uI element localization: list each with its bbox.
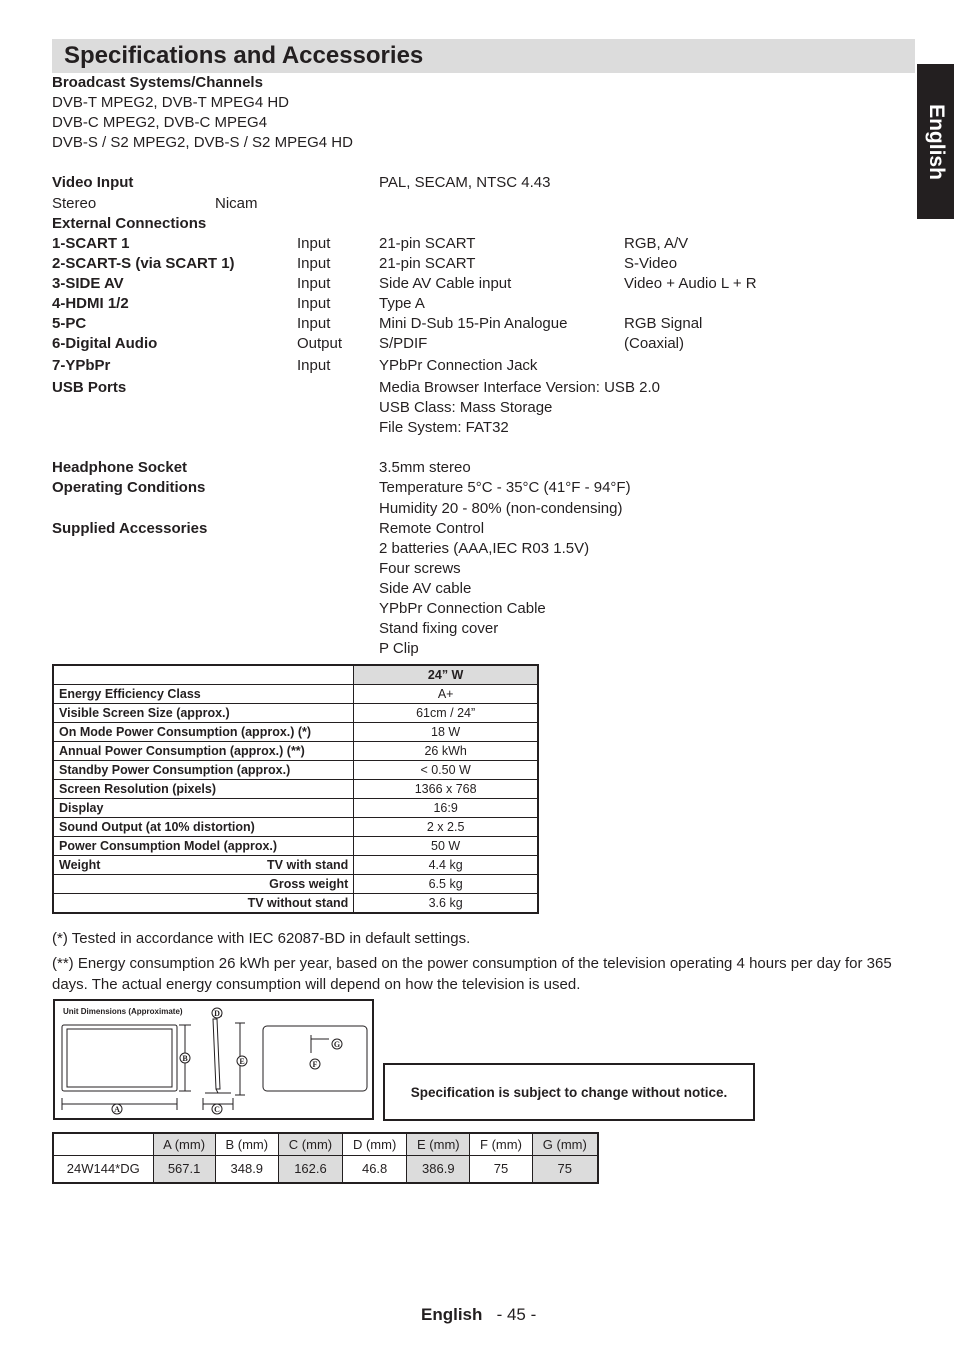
weight-gross-label: Gross weight [53,875,354,894]
dimension-letter-e: E [239,1057,245,1066]
connection-type: Type A [379,295,425,312]
table-row [53,837,538,856]
column-header: E (mm) [407,1133,470,1155]
spec-value: 61cm / 24” [354,704,538,723]
side-tab-label: English [924,103,948,180]
spec-change-notice: Specification is subject to change without notice. [383,1063,755,1121]
dimension-letter-b: B [182,1054,188,1063]
table-row [53,856,538,875]
language-side-tab [917,64,954,219]
spec-value: 6.5 kg [354,875,538,894]
audio-nicam: Nicam [215,195,258,212]
table-cell [53,665,354,685]
accessory-item: Side AV cable [379,580,472,597]
diagram-title: Unit Dimensions (Approximate) [63,1007,183,1016]
model-cell: 24W144*DG [53,1155,153,1183]
table-row [53,685,538,704]
usb-label: USB Ports [52,379,127,396]
weight-label: Weight [59,858,101,872]
table-row [53,780,538,799]
column-header: D (mm) [343,1133,407,1155]
footnote-1: (*) Tested in accordance with IEC 62087-BD in default settings. [52,930,471,947]
spec-label: Sound Output (at 10% distortion) [53,818,354,837]
model-header: 24” W [354,665,538,685]
connection-type: YPbPr Connection Jack [379,357,538,374]
page-title: Specifications and Accessories [64,42,424,69]
weight-tv-with-stand-label: TV with stand [267,858,349,872]
tv-front-screen [67,1029,172,1087]
table-row [53,761,538,780]
video-input-label: Video Input [52,174,134,191]
spec-label: Annual Power Consumption (approx.) (**) [53,742,354,761]
table-header-row [53,1133,598,1155]
connection-type: S/PDIF [379,335,428,352]
page-number: - 45 - [496,1305,537,1324]
headphone-value: 3.5mm stereo [379,459,471,476]
column-header: C (mm) [278,1133,342,1155]
connection-direction: Input [297,235,331,252]
accessory-item: Stand fixing cover [379,620,499,637]
connection-type: Side AV Cable input [379,275,512,292]
external-heading: External Connections [52,215,207,232]
table-row [53,704,538,723]
table-cell: 386.9 [407,1155,470,1183]
connection-type: 21-pin SCART [379,255,476,272]
spec-value: 2 x 2.5 [354,818,538,837]
table-cell: 46.8 [343,1155,407,1183]
dimension-letter-g: G [333,1040,341,1049]
spec-value: < 0.50 W [354,761,538,780]
footnote-2: (**) Energy consumption 26 kWh per year, based on the power consumption of the television operating 4 hours per day for 365 days. The actual energy consumption will depend on how the television is used. [52,955,892,993]
dimension-letter-f: F [312,1060,318,1069]
table-cell: 162.6 [278,1155,342,1183]
table-row [53,799,538,818]
spec-value: 1366 x 768 [354,780,538,799]
operating-line: Humidity 20 - 80% (non-condensing) [379,500,623,517]
usb-line: Media Browser Interface Version: USB 2.0 [379,379,660,396]
connection-direction: Input [297,275,331,292]
connection-name: 2-SCART-S (via SCART 1) [52,255,235,272]
spec-label: Energy Efficiency Class [53,685,354,704]
table-row [53,665,538,685]
accessory-item: Four screws [379,560,461,577]
accessories-label: Supplied Accessories [52,520,208,537]
column-header [53,1133,153,1155]
spec-value: 26 kWh [354,742,538,761]
video-input-value: PAL, SECAM, NTSC 4.43 [379,174,551,191]
connection-signal: RGB, A/V [624,235,689,252]
spec-label: On Mode Power Consumption (approx.) (*) [53,723,354,742]
broadcast-line: DVB-S / S2 MPEG2, DVB-S / S2 MPEG4 HD [52,134,353,151]
spec-value: 18 W [354,723,538,742]
connection-name: 4-HDMI 1/2 [52,295,129,312]
connection-name: 6-Digital Audio [52,335,158,352]
table-cell: 75 [532,1155,598,1183]
connection-direction: Input [297,255,331,272]
operating-label: Operating Conditions [52,479,206,496]
spec-label: Visible Screen Size (approx.) [53,704,354,723]
table-cell: 567.1 [153,1155,215,1183]
connection-signal: S-Video [624,255,678,272]
title-bar [52,39,915,73]
table-row [53,875,538,894]
spec-value: 4.4 kg [354,856,538,875]
connection-direction: Output [297,335,343,352]
dimensions-drawing [55,1001,372,1118]
headphone-label: Headphone Socket [52,459,188,476]
tv-front-outline [62,1025,177,1091]
connection-signal: (Coaxial) [624,335,685,352]
table-row [53,742,538,761]
accessory-item: Remote Control [379,520,485,537]
spec-value: 16:9 [354,799,538,818]
column-header: B (mm) [215,1133,278,1155]
accessory-item: P Clip [379,640,419,657]
table-row [53,818,538,837]
dimension-letter-d: D [214,1009,220,1018]
spec-value: 3.6 kg [354,894,538,914]
connection-type: 21-pin SCART [379,235,476,252]
connection-direction: Input [297,357,331,374]
connection-direction: Input [297,295,331,312]
connection-signal: RGB Signal [624,315,703,332]
connection-name: 1-SCART 1 [52,235,130,252]
dimensions-table [52,1132,599,1184]
unit-dimensions-diagram [53,999,374,1120]
operating-line: Temperature 5°C - 35°C (41°F - 94°F) [379,479,631,496]
spec-value: 50 W [354,837,538,856]
weight-cell [53,856,354,875]
column-header: G (mm) [532,1133,598,1155]
energy-spec-table [52,664,539,914]
spec-label: Screen Resolution (pixels) [53,780,354,799]
connection-signal: Video + Audio L + R [624,275,757,292]
table-row [53,1155,598,1183]
connection-type: Mini D-Sub 15-Pin Analogue [379,315,568,332]
table-row [53,723,538,742]
footer-language: English [421,1305,483,1324]
connection-name: 3-SIDE AV [52,275,124,292]
connection-name: 7-YPbPr [52,357,111,374]
usb-line: File System: FAT32 [379,419,509,436]
broadcast-heading: Broadcast Systems/Channels [52,74,263,91]
spec-label: Display [53,799,354,818]
accessory-item: YPbPr Connection Cable [379,600,546,617]
broadcast-line: DVB-T MPEG2, DVB-T MPEG4 HD [52,94,289,111]
broadcast-line: DVB-C MPEG2, DVB-C MPEG4 [52,114,268,131]
table-row [53,894,538,914]
spec-value: A+ [354,685,538,704]
table-cell: 75 [470,1155,532,1183]
spec-label: Power Consumption Model (approx.) [53,837,354,856]
dimension-letter-c: C [214,1105,220,1114]
dimension-letter-a: A [114,1105,120,1114]
audio-stereo: Stereo [52,195,97,212]
usb-line: USB Class: Mass Storage [379,399,553,416]
page-footer [421,1305,536,1325]
accessory-item: 2 batteries (AAA,IEC R03 1.5V) [379,540,590,557]
table-cell: 348.9 [215,1155,278,1183]
connection-name: 5-PC [52,315,87,332]
column-header: F (mm) [470,1133,532,1155]
tv-side-outline [213,1019,220,1089]
spec-label: Standby Power Consumption (approx.) [53,761,354,780]
column-header: A (mm) [153,1133,215,1155]
connection-direction: Input [297,315,331,332]
weight-tv-without-stand-label: TV without stand [53,894,354,914]
